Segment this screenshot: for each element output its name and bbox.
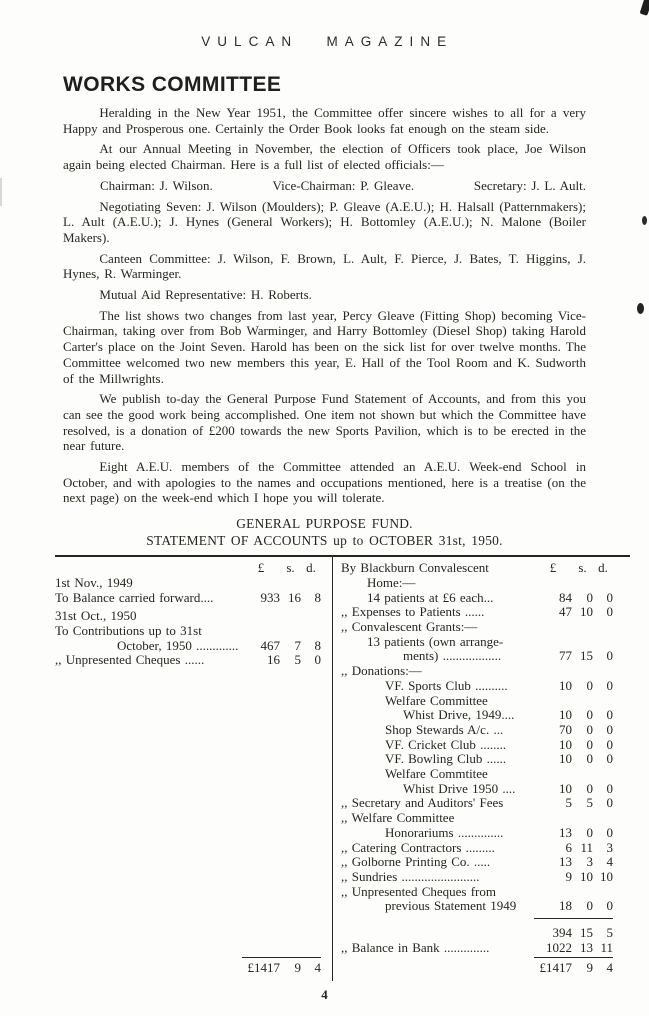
currency-header-cell: d.: [598, 560, 608, 576]
ledger-row: [341, 605, 613, 620]
amount-group: [534, 855, 613, 870]
ledger-row: [55, 639, 321, 654]
total-amount-cell: 4: [606, 960, 613, 976]
ledger-entry-label: ,, Catering Contractors .........: [341, 840, 495, 855]
amount-cell: 1022: [546, 939, 572, 955]
page-title: WORKS COMMITTEE: [63, 73, 282, 96]
amount-cell: 5: [294, 652, 301, 668]
ledger-row: [341, 926, 613, 941]
amount-cell: 15: [580, 925, 593, 941]
amount-cell: 0: [586, 677, 593, 693]
ledger-entry-label: 31st Oct., 1950: [55, 609, 137, 624]
ledger-row: [341, 841, 613, 856]
ledger-entry-label: To Contributions up to 31st: [55, 623, 202, 638]
amount-cell: 3: [586, 854, 593, 870]
article-body: [63, 105, 586, 506]
statement-heading: [63, 516, 586, 549]
amount-group: [534, 679, 613, 694]
paragraph-canteen-committee: Canteen Committee: J. Wilson, F. Brown, L. Ault, F. Pierce, J. Bates, T. Higgins, J. Hynes, R. Warminger.: [63, 250, 586, 282]
amount-cell: 0: [586, 824, 593, 840]
amount-cell: 3: [606, 839, 613, 855]
ledger-row: [55, 576, 321, 591]
ledger-entry-label: ,, Welfare Committee: [341, 811, 455, 826]
ledger-row: [341, 782, 613, 797]
ledger-row: [55, 624, 321, 639]
ledger-entry-label: October, 1950 .............: [117, 638, 239, 653]
amount-cell: 0: [606, 824, 613, 840]
currency-header-cell: d.: [306, 560, 316, 576]
amount-cell: 70: [559, 721, 572, 737]
ledger-total-row: [55, 955, 321, 976]
ledger-row: [55, 591, 321, 606]
ledger-entry-label: To Balance carried forward....: [55, 590, 214, 605]
ledger-row: [55, 561, 321, 576]
ledger-entry-label: 14 patients at £6 each...: [367, 590, 494, 605]
ledger-row: [341, 576, 613, 591]
amount-cell: 7: [294, 637, 301, 653]
ledger-row: [341, 767, 613, 782]
amount-group: [534, 941, 613, 956]
page-number: 4: [321, 987, 328, 1003]
officials-line: [63, 178, 586, 194]
amount-cell: 10: [559, 780, 572, 796]
scan-artifact: [0, 178, 2, 206]
official-secretary: Secretary: J. L. Ault.: [473, 177, 586, 193]
amount-group: [534, 782, 613, 797]
amount-cell: 0: [586, 898, 593, 914]
ledger-row: [55, 609, 321, 624]
amount-cell: 10: [600, 868, 613, 884]
amount-group: [534, 738, 613, 753]
ledger-entry-label: Whist Drive 1950 ....: [403, 781, 516, 796]
ledger-row: [341, 811, 613, 826]
fund-subtitle: STATEMENT OF ACCOUNTS up to OCTOBER 31st, 1950.: [146, 532, 503, 548]
amount-cell: 16: [288, 589, 301, 605]
amount-cell: 5: [586, 795, 593, 811]
amount-cell: 0: [606, 736, 613, 752]
ledger-debit-column: [55, 557, 333, 981]
ledger-entry-label: Welfare Committee: [385, 693, 488, 708]
total-amount-cell: £1417: [247, 960, 280, 976]
amount-cell: 9: [565, 868, 572, 884]
amount-cell: 0: [606, 721, 613, 737]
currency-header-cell: £: [257, 560, 265, 576]
ledger-entry-label: VF. Cricket Club ........: [385, 737, 507, 752]
ledger-entry-label: ments) ..................: [403, 649, 502, 664]
amount-cell: 467: [260, 637, 280, 653]
ledger-row: [341, 870, 613, 885]
ledger-row: [341, 679, 613, 694]
ledger-entry-label: ,, Sundries ........................: [341, 869, 480, 884]
amount-cell: 10: [580, 604, 593, 620]
amount-cell: 0: [586, 780, 593, 796]
ledger-row: [341, 738, 613, 753]
ledger-row: [341, 635, 613, 650]
amount-cell: 84: [559, 589, 572, 605]
ledger-entry-label: previous Statement 1949: [385, 899, 517, 914]
paragraph-weekend-school: Eight A.E.U. members of the Committee attended an A.E.U. Week-end School in October, and with apologies to the names and occupations mentioned, here is a treatise (on the next page) on the week-end which I hope you will tolerate.: [63, 459, 586, 506]
amount-cell: 0: [586, 751, 593, 767]
paragraph-heralding: Heralding in the New Year 1951, the Committee offer sincere wishes to all for a very Happy and Prosperous one. Certainly the Order Book looks fat enough on the steam side.: [63, 105, 586, 136]
amount-cell: 0: [314, 652, 321, 668]
paragraph-list-changes: The list shows two changes from last year, Percy Gleave (Fitting Shop) becoming Vice-Chairman, taking over from Bob Warminger, and Harry Bottomley (Diesel Shop) taking Harold Carter's place on the Joint Seven. Harold has been on the sick list for over twelve months. The Committee welcomed two new members this year, E. Hall of the Tool Room and K. Sudworth of the Millwrights.: [63, 307, 586, 386]
scan-artifact: [642, 216, 647, 225]
ledger-row: [341, 708, 613, 723]
total-amount-group: [242, 957, 321, 976]
amount-cell: 47: [559, 604, 572, 620]
scan-artifact: [640, 0, 649, 16]
amount-cell: 0: [606, 707, 613, 723]
ledger-entry-label: By Blackburn Convalescent: [341, 561, 489, 576]
amount-cell: 394: [552, 925, 572, 941]
amount-group: [534, 723, 613, 738]
amount-group: [534, 649, 613, 664]
total-amount-cell: 9: [586, 960, 593, 976]
amount-cell: 10: [580, 868, 593, 884]
amount-group: [242, 653, 321, 668]
ledger-entry-label: ,, Unpresented Cheques from: [341, 884, 496, 899]
amount-cell: 5: [565, 795, 572, 811]
amount-cell: 0: [586, 721, 593, 737]
ledger-entry-label: ,, Donations:—: [341, 664, 422, 679]
ledger-row: [341, 694, 613, 709]
currency-header-cell: s.: [286, 560, 295, 576]
ledger-entry-label: Home:—: [367, 575, 416, 590]
ledger-row: [341, 885, 613, 900]
ledger-rule: [341, 914, 613, 926]
ledger-entry-label: Honorariums ..............: [385, 825, 504, 840]
amount-group: [242, 561, 321, 576]
amount-group: [534, 591, 613, 606]
paragraph-negotiating-seven: Negotiating Seven: J. Wilson (Moulders); P. Gleave (A.E.U.); H. Halsall (Patternmakers); L. Ault (A.E.U.); J. Hynes (General Workers); H. Bottomley (A.E.U.); N. Malone (Boiler Makers).: [63, 198, 586, 245]
amount-cell: 11: [600, 939, 613, 955]
amount-group: [534, 605, 613, 620]
ledger-entry-label: ,, Secretary and Auditors' Fees: [341, 796, 504, 811]
amount-cell: 0: [606, 898, 613, 914]
official-chairman: Chairman: J. Wilson.: [100, 177, 213, 193]
amount-cell: 0: [606, 648, 613, 664]
fund-title: GENERAL PURPOSE FUND.: [236, 516, 413, 532]
amount-group: [242, 591, 321, 606]
amount-group: [534, 870, 613, 885]
amount-cell: 0: [586, 736, 593, 752]
total-amount-cell: 4: [314, 960, 321, 976]
ledger-row: [341, 591, 613, 606]
ledger-row: [341, 855, 613, 870]
amount-cell: 13: [559, 854, 572, 870]
amount-cell: 0: [606, 795, 613, 811]
amount-group: [534, 796, 613, 811]
amount-cell: 0: [586, 589, 593, 605]
amount-cell: 0: [586, 707, 593, 723]
paragraph-annual-meeting: At our Annual Meeting in November, the election of Officers took place, Joe Wilson again being elected Chairman. Here is a full list of elected officials:—: [63, 141, 586, 173]
ledger-row: [341, 620, 613, 635]
amount-cell: 933: [260, 589, 280, 605]
amount-group: [534, 899, 613, 914]
ledger-entry-label: VF. Bowling Club ......: [385, 752, 507, 767]
amount-cell: 0: [606, 677, 613, 693]
ledger-row: [341, 752, 613, 767]
total-amount-group: [534, 957, 613, 976]
ledger-row: [341, 561, 613, 576]
amount-group: [534, 926, 613, 941]
ledger-row: [341, 796, 613, 811]
amount-cell: 6: [565, 839, 572, 855]
ledger-entry-label: ,, Golborne Printing Co. .....: [341, 855, 491, 870]
amount-cell: 5: [606, 925, 613, 941]
amount-cell: 10: [559, 736, 572, 752]
ledger-row: [341, 899, 613, 914]
ledger-row: [341, 664, 613, 679]
ledger-entry-label: ,, Convalescent Grants:—: [341, 619, 478, 634]
amount-cell: 11: [580, 839, 593, 855]
amount-cell: 8: [314, 637, 321, 653]
amount-cell: 16: [267, 652, 280, 668]
ledger-row: [341, 941, 613, 956]
amount-cell: 18: [559, 898, 572, 914]
amount-group: [242, 639, 321, 654]
amount-cell: 15: [580, 648, 593, 664]
amount-cell: 10: [559, 751, 572, 767]
total-amount-cell: 9: [294, 960, 301, 976]
ledger-entry-label: Whist Drive, 1949....: [403, 708, 515, 723]
ledger-entry-label: ,, Balance in Bank ..............: [341, 940, 490, 955]
scan-artifact: [637, 303, 644, 314]
amount-group: [534, 708, 613, 723]
amount-cell: 0: [606, 780, 613, 796]
amount-cell: 0: [606, 589, 613, 605]
total-amount-cell: £1417: [539, 960, 572, 976]
amount-group: [534, 752, 613, 767]
amount-group: [534, 826, 613, 841]
amount-cell: 0: [606, 604, 613, 620]
amount-cell: 4: [606, 854, 613, 870]
masthead: VULCAN MAGAZINE: [201, 34, 454, 49]
ledger-entry-label: ,, Unpresented Cheques ......: [55, 653, 205, 668]
ledger-entry-label: VF. Sports Club ..........: [385, 678, 508, 693]
paragraph-mutual-aid: Mutual Aid Representative: H. Roberts.: [99, 287, 312, 303]
official-vice-chairman: Vice-Chairman: P. Gleave.: [272, 177, 415, 193]
ledger-row: [341, 649, 613, 664]
amount-cell: 77: [559, 648, 572, 664]
currency-header-cell: £: [549, 560, 557, 576]
amount-group: [534, 561, 613, 576]
amount-cell: 8: [314, 589, 321, 605]
amount-cell: 10: [559, 707, 572, 723]
ledger-row: [341, 723, 613, 738]
amount-cell: 13: [580, 939, 593, 955]
ledger-entry-label: Welfare Commtitee: [385, 767, 488, 782]
statement-of-accounts-table: [55, 555, 630, 981]
amount-rule: [534, 918, 613, 926]
currency-header-cell: s.: [578, 560, 587, 576]
amount-cell: 0: [606, 751, 613, 767]
amount-group: [534, 841, 613, 856]
ledger-entry-label: 13 patients (own arrange-: [367, 634, 504, 649]
ledger-total-row: [341, 955, 613, 976]
ledger-entry-label: Shop Stewards A/c. ...: [385, 722, 504, 737]
ledger-row: [341, 826, 613, 841]
paragraph-fund-publish: We publish to-day the General Purpose Fund Statement of Accounts, and from this you can see the good work being accomplished. One item not shown but which the Committee have resolved, is a donation of £200 towards the new Sports Pavilion, which is to be erected in the near future.: [63, 391, 586, 454]
amount-cell: 13: [559, 824, 572, 840]
ledger-credit-column: [333, 557, 630, 981]
ledger-entry-label: ,, Expenses to Patients ......: [341, 605, 485, 620]
ledger-row: [55, 653, 321, 668]
amount-cell: 10: [559, 677, 572, 693]
ledger-entry-label: 1st Nov., 1949: [55, 575, 133, 590]
